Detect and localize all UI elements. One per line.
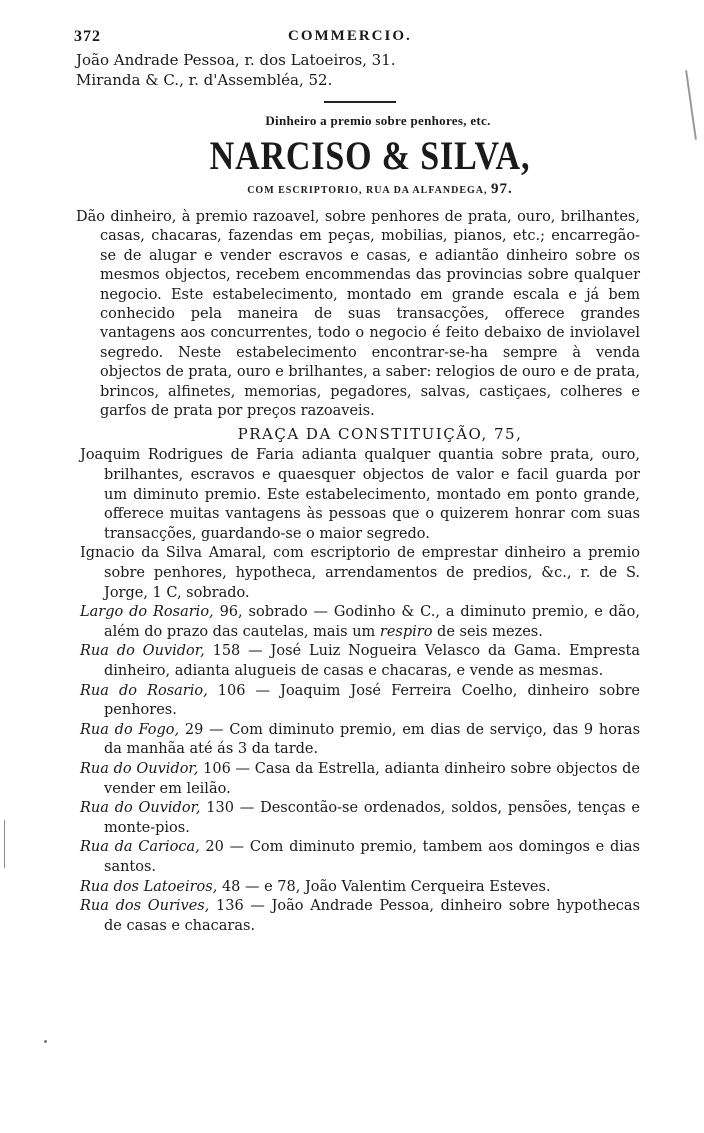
section-heading: PRAÇA DA CONSTITUIÇÃO, 75, (237, 425, 523, 444)
section-divider (324, 101, 396, 103)
entry-street: Rua da Carioca, (80, 839, 200, 856)
listing-entry (80, 721, 640, 760)
entry-text: 158 — José Luiz Nogueira Velasco da Gama. Empresta dinheiro, adianta alugueis de casas e chacaras, e vende as mesmas. (104, 643, 640, 679)
entry-text: 29 — Com diminuto premio, em dias de serviço, das 9 horas da manhãa até ás 3 da tarde. (104, 721, 641, 758)
listing-entry (80, 682, 640, 721)
entry-street: Largo do Rosario, (80, 604, 214, 621)
entry-text: 136 — João Andrade Pessoa, dinheiro sobre hypothecas de casas e chacaras. (104, 898, 640, 934)
scan-margin-mark (685, 70, 697, 140)
entry-street: Rua do Ouvidor, (80, 643, 205, 660)
entry-italic-term: respiro (379, 623, 433, 640)
listing-entry (80, 642, 640, 681)
entry-text: 130 — Descontão-se ordenados, soldos, pensões, tenças e monte-pios. (104, 800, 640, 836)
firm-address (120, 181, 640, 198)
entry-street: Rua do Rosario, (80, 682, 208, 699)
firm-advertisement-paragraph: Dão dinheiro, à premio razoavel, sobre penhores de prata, ouro, brilhantes, casas, chacaras, fazendas em peças, mobilias, pianos, etc.; encarregão-se de alugar e vender escravos e casas, e adiantão dinheiro sobre os mesmos objectos, recebem encommendas das provincias sobre qualquer negocio. Este estabelecimento, montado em grande escala e já bem conhecido pela maneira de suas transacções, offerece grandes vantagens aos concurrentes, todo o negocio é feito debaixo de inviolavel segredo. Neste estabelecimento encontrar-se-ha sempre à venda objectos de prata, ouro e brilhantes, a saber: relogios de ouro e de prata, brincos, alfinetes, memorias, pegadores, salvas, castiçaes, colheres e garfos de prata por preços razoaveis. (76, 209, 640, 420)
listing-entry (80, 760, 640, 799)
entry-text: 96, sobrado — Godinho & C., a diminuto premio, e dão, além do prazo das cautelas, mais um (104, 604, 641, 640)
listing-entry: Joaquim Rodrigues de Faria adianta qualquer quantia sobre prata, ouro, brilhantes, escravos e quaesquer objectos de valor e facil guarda por um diminuto premio. Este estabelecimento, montado em ponto grande, offerece muitas vantagens às pessoas que o quizerem honrar com suas transacções, guardando-se o maior segredo. (80, 447, 640, 542)
entry-text: 48 — e 78, João Valentim Cerqueira Esteves. (217, 878, 551, 895)
listing-entry: Ignacio da Silva Amaral, com escriptorio de emprestar dinheiro a premio sobre penhores, hypotheca, arrendamentos de predios, &c., r. de S. Jorge, 1 C, sobrado. (80, 545, 640, 601)
firm-address-street: COM ESCRIPTORIO, RUA DA ALFANDEGA, (247, 185, 488, 196)
running-head (74, 26, 640, 50)
entry-street: Rua do Fogo, (80, 721, 180, 738)
entry-text: de seis mezes. (432, 623, 543, 640)
running-title: COMMERCIO. (288, 28, 412, 44)
book-page (74, 26, 641, 936)
entry-text: 106 — Joaquim José Ferreira Coelho, dinheiro sobre penhores. (104, 682, 640, 719)
listing-entry (80, 878, 640, 898)
section-subhead: Dinheiro a premio sobre penhores, etc. (265, 113, 491, 128)
entry-text: 106 — Casa da Estrella, adianta dinheiro sobre objectos de vender em leilão. (104, 760, 640, 797)
listing-entry (80, 897, 640, 936)
entry-street: Rua do Ouvidor, (80, 800, 201, 817)
carryover-line-2: Miranda & C., r. d'Assembléa, 52. (76, 71, 333, 89)
listing-entry (80, 603, 640, 642)
entry-street: Rua do Ouvidor, (80, 760, 199, 777)
listing-entry (80, 799, 640, 838)
firm-name: NARCISO & SILVA, (209, 133, 531, 178)
scan-margin-mark (4, 820, 5, 868)
carryover-line-1: João Andrade Pessoa, r. dos Latoeiros, 31. (76, 51, 396, 69)
listing-entry (80, 838, 640, 877)
entry-street: Rua dos Ourives, (80, 898, 210, 915)
entry-street: Rua dos Latoeiros, (80, 878, 218, 895)
entry-text: 20 — Com diminuto premio, tambem aos domingos e dias santos. (104, 839, 640, 875)
scan-dot (44, 1040, 47, 1043)
page-number: 372 (74, 28, 101, 45)
firm-address-number: 97. (491, 181, 513, 197)
